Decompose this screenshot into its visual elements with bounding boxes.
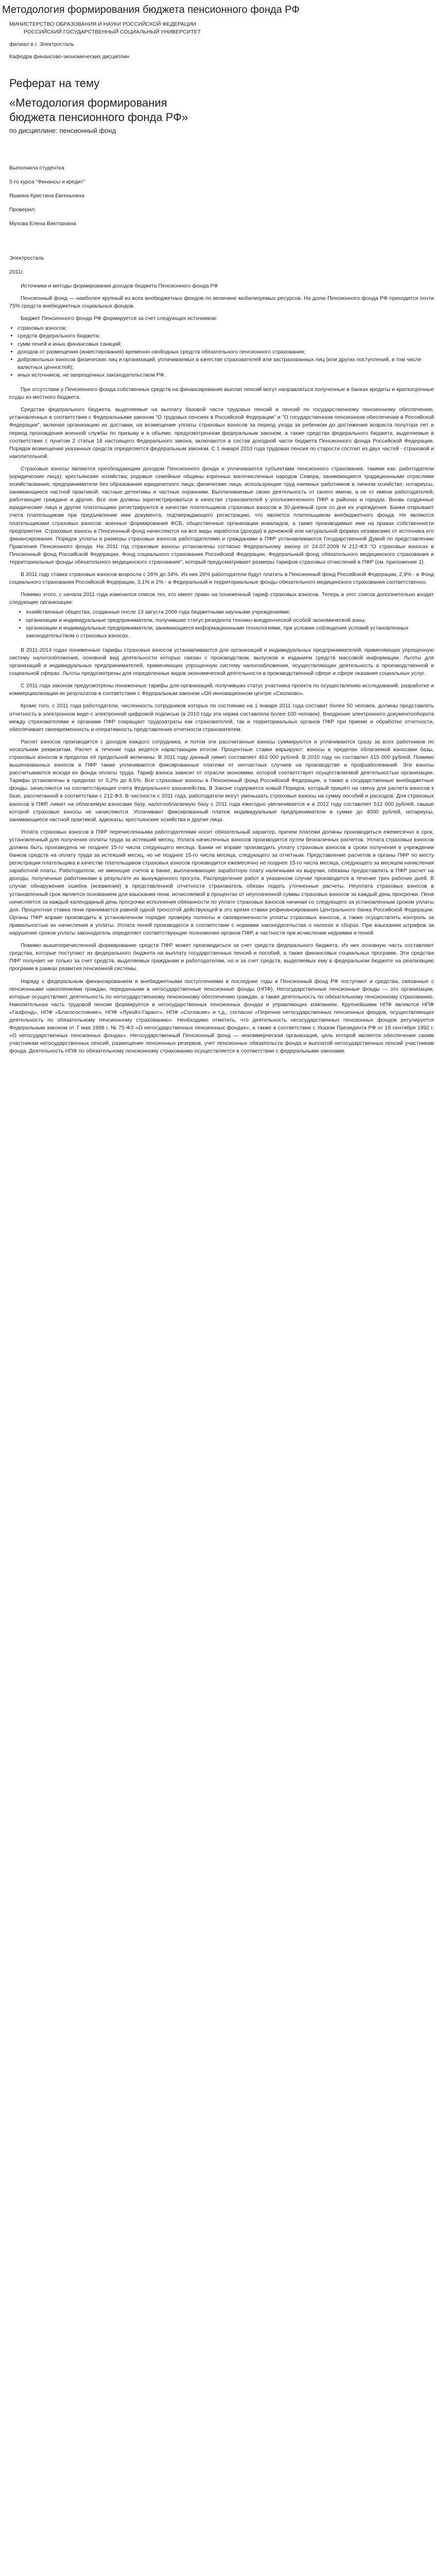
paragraph: Помимо этого, с начала 2011 года изменился список тех, кто имеет право на пониженный тариф страховых взносов. Теперь в этот список дополнительно входят следующие организации: (9, 591, 434, 606)
list-item: • организации и индивидуальные предприниматели, занимающиеся информационными технологиями, при условии соблюдения условий установленных законодательством о страховых взносах. (26, 624, 434, 640)
essay-topic-line-2: бюджета пенсионного фонда РФ» (9, 111, 188, 124)
list-item: • страховых взносов; (18, 325, 434, 332)
paragraph: Наряду с федеральным финансированием и внебюджетными поступлениями в последние годы в Пенсионный фонд РФ поступают и средства, связанные с пенсионными накоплениями граждан, переданными в негосударственные пенсионные фонды (НПФ). Негосударственные пенсионные фонды — это организации, которые осуществляют деятельность по негосударственному пенсионному обеспечению граждан, а также деятельность по обязательному пенсионному страхованию. Накопительная часть трудовой пенсии формируется в негосударственных пенсионных фондах и управляющих компаниях. Крупнейшими НПФ являются НПФ «Газфонд», НПФ «Благосостояние», НПФ «Лукойл-Гарант», НПФ «Согласие» и т.д., согласно «Перечню негосударственных пенсионных фондов, осуществляющих деятельность по обязательному пенсионному страхованию». Необходимо отметить, что деятельность негосударственных пенсионных фондов регулируется Федеральным законом от 7 мая 1998 г. № 75-ФЗ «О негосударственных пенсионных фондах», а также в соответствии с Указом Президента РФ от 16 сентября 1992 г. «О негосударственных пенсионных фондах». Негосударственный Пенсионный фонд — некоммерческая организация, цель которой является обеспечение своим участникам негосударственных пенсий, размещение пенсионных резервов, учет пенсионных обязательств фонда и выплатой негосударственных пенсий участникам фонда. Деятельность НПФ по обязательному пенсионному страхованию осуществляется в соответствии с федеральными законами. (9, 978, 434, 1055)
teacher-name: Мухова Елена Викторовна (9, 221, 76, 227)
ministry-line: МИНИСТЕРСТВО ОБРАЗОВАНИЯ И НАУКИ РОССИЙСКОЙ ФЕДЕРАЦИИ (9, 21, 196, 27)
body-section-b (9, 642, 434, 1056)
list-item: • иных источников, не запрещенных законодательством РФ. (18, 371, 434, 379)
paragraph: Средства федерального бюджета, выделяемые на выплату базовой части трудовых пенсий и пенсий по государственному пенсионному обеспечению, установленных в соответствии с Федеральными законом "О трудовых пенсиях в Российской Федерации" и "О государственном пенсионном обеспечении в Российской Федерации", включая организацию их доставки, на возмещение уплаты страховых взносов за период ухода за ребенком до достижения возраста полутора лет и период прохождения военной службы по призыву и в объеме, предусмотренном федеральным законом, а также средства федерального бюджета, выделяемые в соответствии с пунктом 2 статьи 18 настоящего Федерального закона, включаются в состав доходной части бюджета Пенсионного фонда Российской Федерации. Порядок возмещения указанных средств определяется федеральным законом. С 1 января 2010 года трудовая пенсия по старости состоит из двух частей - страховой и накопительной. (9, 406, 434, 460)
list-item: • добровольных взносов физических лиц и организаций, уплачиваемых в качестве страхователей или застрахованных лиц (или других поступлений, в том числе валютных ценностей); (18, 356, 434, 371)
list-item: • хозяйственные общества, созданные после 13 августа 2009 года бюджетными научными учреждениями; (26, 608, 434, 616)
branch-line: филиал в г. Электросталь (9, 41, 74, 47)
paragraph: Кроме того, с 2011 года работодатели, численность сотрудников которых по состоянию на 1 января 2011 года составит более 50 человек, должны представлять отчетность в электронном виде с электронной цифровой подписью (в 2010 году эта норма составляла более 100 человек). Внедрение электронного документооборота между страхователями и органами ПФР сокращает трудозатраты как страхователей, так и территориальных органов ПФР при приеме и обработке отчетности, обеспечивает своевременность и оперативность представления отчетности страхователем. (9, 703, 434, 733)
discipline-line: по дисциплине: пенсионный фонд (9, 127, 116, 134)
city-line: Электросталь (9, 255, 44, 261)
university-line: РОССИЙСКИЙ ГОСУДАРСТВЕННЫЙ СОЦИАЛЬНЫЙ УНИВЕРСИТЕТ (24, 29, 201, 35)
list-item: • доходов от размещения (инвестирования) временно свободных средств обязательного пенсионного страхования; (18, 348, 434, 356)
paragraph: В 2011 году ставка страховых взносов возросла с 26% до 34%. Из них 26% работодатели будут платить в Пенсионный фонд Российской Федерации, 2,9% - в Фонд социального страхования Российской Федерации, 3,1% и 2% - в Федеральный и территориальные фонды обязательного медицинского страхования соответственно. (9, 571, 434, 586)
course-line: 5-го курса "Финансы и кредит" (9, 179, 85, 185)
student-name: Яшкина Кристина Евгеньевна (9, 193, 84, 199)
list-item: • организации и индивидуальные предприниматели, получившие статус резидента технико-внедренческой особой экономической зоны; (26, 617, 434, 624)
paragraph: При отсутствии у Пенсионного фонда собственных средств на финансирование выплат пенсий могут направляться полученные в банках кредиты и краткосрочные ссуды из местного бюджета. (9, 386, 434, 401)
paragraph: Пенсионный фонд — наиболее крупный из всех внебюджетных фондов по величине мобилизуемых ресурсов. На долю Пенсионного фонда РФ приходится почти 75% средств внебюджетных социальных фондов. (9, 295, 434, 310)
paragraph: Бюджет Пенсионного фонда РФ формируется за счет следующих источников: (21, 315, 217, 322)
department-line: Кафедра финансово-экономических дисциплин (9, 54, 130, 60)
paragraph: Помимо вышеперечисленной формирование средств ПФР может производиться за счет средств федерального бюджета. Из них основную часть составляют средства, которые поступают из федерального бюджета на выплату государственных пенсий и пособий, а также финансовых социальных программ. Эти средства ПФР получает не только за счет средств, выделяемых гражданам и работодателям, но и за счет средств, выделяемых ему в федеральном бюджете на реализацию программ в рамках развития пенсионной системы. (9, 942, 434, 972)
paragraph: Страховые взносы являются преобладающим доходом Пенсионного фонда и уплачиваются субъектами пенсионного страхования, такими как: работодатели (юридические лица); крестьянские хозяйства; родовые семейные общины коренных малочисленных народов Севера, занимающиеся традиционными отраслями хозяйствования; предприниматели без образования юридического лица; физические лица, использующие труд наемных работников в личном хозяйстве; нотариусы, занимающиеся частной практикой; частные детективы и частные охранники. Выплачиваемые своих деятельность от своего имени, а не от имени работодателей; работающие граждане и другие. Все они должны зарегистрироваться в качестве страхователей у уполномоченного ПФР в районах и городах. Вновь созданные юридические лица и другие плательщики регистрируются в качестве плательщиков страховых взносов в 30-дневный срок со дня их учреждения. Банки открывают счета плательщикам при предъявлении ими документа, подтверждающего регистрацию, что является плательщиком внебюджетного фонда. Не являются плательщиками страховых взносов: военные формирования ФСБ, общественные организации инвалидов, а также производимые ими на правах собственности предприятия. Страховые взносы в Пенсионный фонд начисляются на все виды заработка (дохода) в денежной или натуральной формах независимо от источника его финансирования. Порядок уплаты и размеры страховых взносов работодателями и гражданами в ПФР устанавливаются Государственной Думой по представлению Правления Пенсионного фонда. На 2011 год страховые взносы установлены согласно Федеральному закону от 24.07.2009 N 212-ФЗ "О страховых взносах в Пенсионный фонд Российской Федерации, Фонд социального страхования Российской Федерации, Федеральный фонд обязательного медицинского страхования и территориальные фонды обязательного медицинского страхования", который предусматривает размеры тарифов страховых отчислений в ПФР (см. приложение 1). (9, 465, 434, 565)
intro-section (9, 282, 434, 323)
list-item: • сумм пеней и иных финансовых санкций; (18, 341, 434, 348)
low-tariff-list (18, 608, 434, 639)
year-line: 2011г. (9, 269, 24, 275)
list-item: • средств федерального бюджета; (18, 332, 434, 340)
paragraph: В 2011-2014 годах пониженные тарифы страховых взносов устанавливаются для организаций и индивидуальных предпринимателей, применяющих упрощенную систему налогообложения, основной вид деятельности которых связан с производством, выпуском и изданием средств массовой информации. Льготы для организаций и индивидуальных предпринимателей, применяющих упрощенную систему налогообложения, осуществляющих деятельность в производственной и социальной сферах. Льготы предусмотрены для определенных видов экономической деятельности в производственной сфере и сфере оказания социальных услуг. (9, 647, 434, 677)
checked-label: Проверил: (9, 207, 36, 213)
page-title: Методология формирования бюджета пенсионного фонда РФ (2, 4, 300, 15)
essay-topic-line-1: «Методология формирования (9, 96, 167, 109)
section-heading: Источники и методы формирования доходов бюджета Пенсионного фонда РФ (21, 283, 218, 289)
paragraph: Уплата страховых взносов в ПФР перечисленными работодателями носит обязательный характер, причем платежи должны производиться ежемесячно в срок, установленный для получения оплаты труда за истекший месяц. Уплата начисленных взносов производится путем безналичных расчетов. Уплата страховых взносов должна быть произведена не позднее 15-го числа следующего месяца. Банки не вправе производить уплату страховых взносов в сроки получения в учреждении банков средств на оплату труда за истекший месяц, но не позднее 15-го числа месяца, следующего за отчетным. Представление расчетов в органы ПФР по месту регистрации плательщика в качестве плательщиков страховых взносов производится ежемесячно не позднее 15-го числа месяца, следующего за месяцем начисления заработной платы. Работодатели, не имеющие счетов в банке, выплачивающие заработную плату наличными из выручки, обязаны предоставлять в ПФР расчет на доходы, полученные работниками в результате их вынужденного прогула. Распределение работ в указанном случае производится в течение трех рабочих дней. В случае обнаружения ошибок (искажения) в представленной отчетности страхователь обязан подать уточненные расчеты. Неуплата страховых взносов в установленный срок является основанием для взыскания пени, исчисляемой в процентах от неуплаченной суммы страховых взносов за каждый день просрочки. Пеня начисляется за каждый календарный день просрочки исполнения обязанности по уплате страховых взносов начиная со следующего за установленным сроком уплаты дня. Процентная ставка пени принимается равной одной трехсотой действующей в это время ставки рефинансирования Центрального банка Российской Федерации. Органы ПФР вправе производить в установленном порядке проверку полноты и своевременности уплаты страховых взносов, а также осуществлять контроль за правильностью их начисления и уплаты. Уплата пеней производится в соответствии с нормами законодательства о налогах и сборах. При взыскании штрафов за нарушение сроков уплаты законодатель определяет соответствующие полномочия органов ПФР, в частности при исчислении недоимки и пеней. (9, 828, 434, 937)
paragraph: Расчет взносов производится с доходов каждого сотрудника, и потом эти рассчитанные взносы суммируются и уплачиваются сразу за всех работников по нескольким реквизитам. Расчет в течение года ведется нарастающим итогом. Процентные ставки варьируют: взносы в пределах облагаемой взносами базы, страховых взносов в пределах её предельной величины. В 2011 году данный лимит составляет 463 000 рублей. В 2010 году он составлял 415 000 рублей. Помимо вышеназванных взносов в ПФР также уплачиваются фиксированные платежи от несчастных случаев на производстве и профзаболеваний. Эти взносы рассчитываются исходя из фонда оплаты труда. Тариф взноса зависит от отрасли экономики, которой соответствует осуществляемой деятельностью организации. Тарифы установлены в пределах от 0,2% до 8,5%. Все страховые взносы в Пенсионный фонд Российской Федерации, а также в государственные внебюджетные фонды, зачисляются на соответствующие счета Федерального казначейства. В Законе содержится новый Порядок, который пришёл на смену для расчета взносов к базе, рассчитанной в соответствии с 212-ФЗ. В частности с 2011 года, работодатели могут уменьшать страховые взносы на сумму пособий и расходов. Для страховых взносов в ПФР, лимит на облагаемую взносами базу, налогооблагаемую базу с 2011 года ежегодно увеличивается и в 2012 году составляет 512 000 рублей, свыше которой страховые взносы не начисляются. Уплачивают фиксированный платеж индивидуальные предприниматели в сумме до 4000 рублей, нотариусы, занимающиеся частной практикой, адвокаты, крестьянские хозяйства и другие лица. (9, 738, 434, 823)
body-section-a (9, 381, 434, 606)
performed-label: Выполнила студентка (9, 165, 64, 171)
paragraph: С 2011 года законом предусмотрены пониженные тарифы для организаций, получивших статус участника проекта по осуществлению исследований, разработке и коммерциализации их результатов в соответствии с Федеральным законом «Об инновационном центре «Сколково». (9, 683, 434, 697)
essay-label: Реферат на тему (9, 77, 100, 90)
document-page (2, 3, 434, 1071)
sources-list (9, 325, 434, 379)
